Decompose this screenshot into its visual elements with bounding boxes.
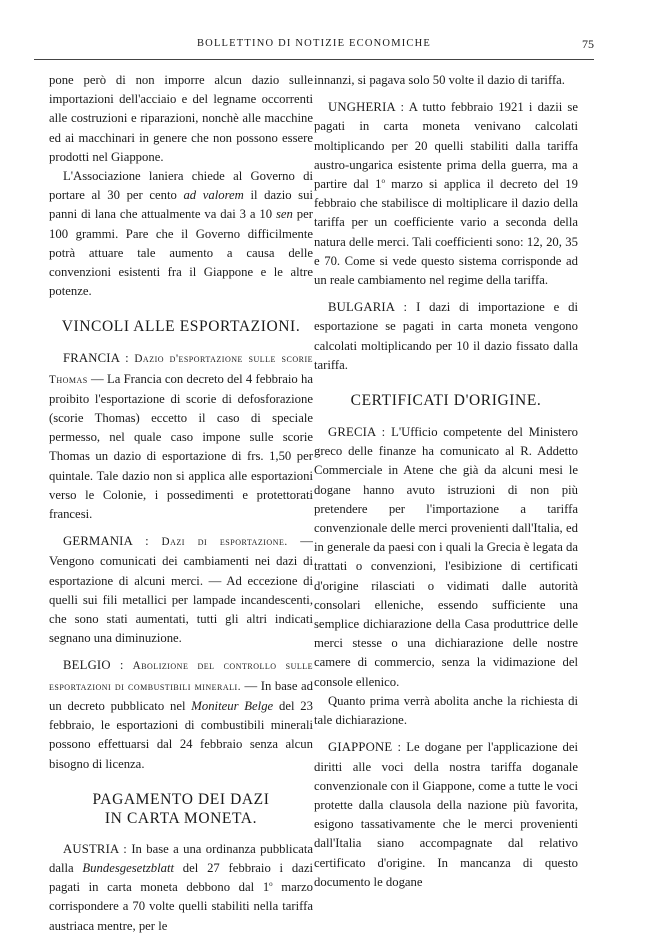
paragraph: L'Associazione laniera chiede al Governo di portare al 30 per cento ad valorem il dazio sui panni di lana che attualmente va dai 3 a 10 sen per 100 grammi. Pare che il Governo difficilmente potrà attuare tale aumento a causa delle convenzioni esistenti fra il Giappone e le altre potenze. bbox=[49, 169, 313, 299]
page-number: 75 bbox=[582, 37, 594, 51]
paragraph-francia: FRANCIA : Dazio d'esportazione sulle scorie Thomas — La Francia con decreto del 4 febbraio ha proibito l'esportazione di scorie di defosforazione (scorie Thomas) eccetto il caso di speciale permesso, nel quale caso impone sulle scorie Thomas un dazio di esportazione di frs. 1,50 per quintale. Tale dazio non si applica alle esportazioni verso le Colonie, i possedimenti e protettorati francesi. bbox=[49, 351, 313, 522]
paragraph-austria: AUSTRIA : In base a una ordinanza pubblicata dalla Bundesgesetzblatt del 27 febbraio i dazi pagati in carta moneta debbono dal 1$^o$ marzo corrispondere a 70 volte quelli stabiliti nella tariffa austriaca mentre, per le bbox=[49, 841, 313, 933]
section-heading-pagamento: PAGAMENTO DEI DAZI IN CARTA MONETA. bbox=[92, 790, 270, 827]
running-header bbox=[34, 38, 594, 54]
header-rule bbox=[34, 59, 594, 60]
paragraph-belgio: BELGIO : Abolizione del controllo sulle esportazioni di combustibili minerali. — In base ad un decreto pubblicato nel Moniteur Belge del 23 febbraio, le esportazioni di combustibili minerali possono effettuarsi dal 24 febbraio senza alcun bisogno di licenza. bbox=[49, 658, 314, 771]
paragraph: pone però di non imporre alcun dazio sulle importazioni dell'acciaio e del legname occorrenti alle costruzioni e riparazioni, nonchè alle macchine ed ai macchinari in genere che non possono essere prodotti nel Giappone. bbox=[49, 73, 313, 164]
section-heading-vincoli: VINCOLI ALLE ESPORTAZIONI. bbox=[61, 318, 301, 336]
section-heading-certificati: CERTIFICATI D'ORIGINE. bbox=[350, 392, 542, 410]
paragraph: Quanto prima verrà abolita anche la richiesta di tale dichiarazione. bbox=[314, 693, 578, 728]
left-column bbox=[49, 71, 313, 936]
journal-title: BOLLETTINO DI NOTIZIE ECONOMICHE bbox=[196, 38, 432, 49]
paragraph-giappone: GIAPPONE : Le dogane per l'applicazione dei diritti alle voci della nostra tariffa doganale convenzionale con il Giappone, come a tutte le voci protette dalla clausola della nazione più favorita, esigono tassativamente che le merci provenienti dall'Italia siano accompagnate dal relativo certificato d'origine. In mancanza di questo documento le dogane bbox=[314, 740, 578, 889]
paragraph-germania: GERMANIA : Dazi di esportazione. — Vengono comunicati dei cambiamenti nei dazi di esportazione di alcuni merci. — Ad eccezione di quelli sui fili metallici per lampade incandescenti, che sono stati aumentati, tutti gli altri indicati segnano una diminuzione. bbox=[49, 534, 313, 646]
right-column bbox=[314, 71, 578, 892]
paragraph-ungheria: UNGHERIA : A tutto febbraio 1921 i dazii se pagati in carta moneta venivano calcolati moltiplicando per 20 quelli stabiliti dalla tariffa austro-ungarica esistente prima della guerra, ma a partire dal 1$^o$ marzo si applica il decreto del 19 febbraio che stabilisce di moltiplicare il dazio della tariffa per un coefficiente vario a seconda della natura delle merci. Tali coefficienti sono: 12, 20, 35 e 70. Come si vede questo sistema corrisponde ad un reale cambiamento nel regime della tariffa. bbox=[314, 100, 578, 288]
paragraph-grecia: GRECIA : L'Ufficio competente del Ministero greco delle finanze ha comunicato al R. Addetto Commerciale in Atene che già da alcuni mesi le dogane hanno avuto istruzioni di non più pretendere per l'importazione a tariffa convenzionale delle merci provenienti dall'Italia, ed in generale da paesi con i quali la Grecia è legata da trattati o convenzioni, l'esibizione di certificati d'origine rilasciati o vidimati dalle autorità consolari elleniche, essendo sufficiente una semplice dichiarazione della Casa produttrice delle merci stesse o una dichiarazione delle nostre camere di commercio, senza la vidimazione del console ellenico. bbox=[314, 425, 578, 689]
paragraph: innanzi, si pagava solo 50 volte il dazio di tariffa. bbox=[314, 73, 565, 87]
paragraph-bulgaria: BULGARIA : I dazi di importazione e di esportazione se pagati in carta moneta vengono calcolati moltiplicando per 10 il dazio fissato dalla tariffa. bbox=[314, 300, 578, 372]
